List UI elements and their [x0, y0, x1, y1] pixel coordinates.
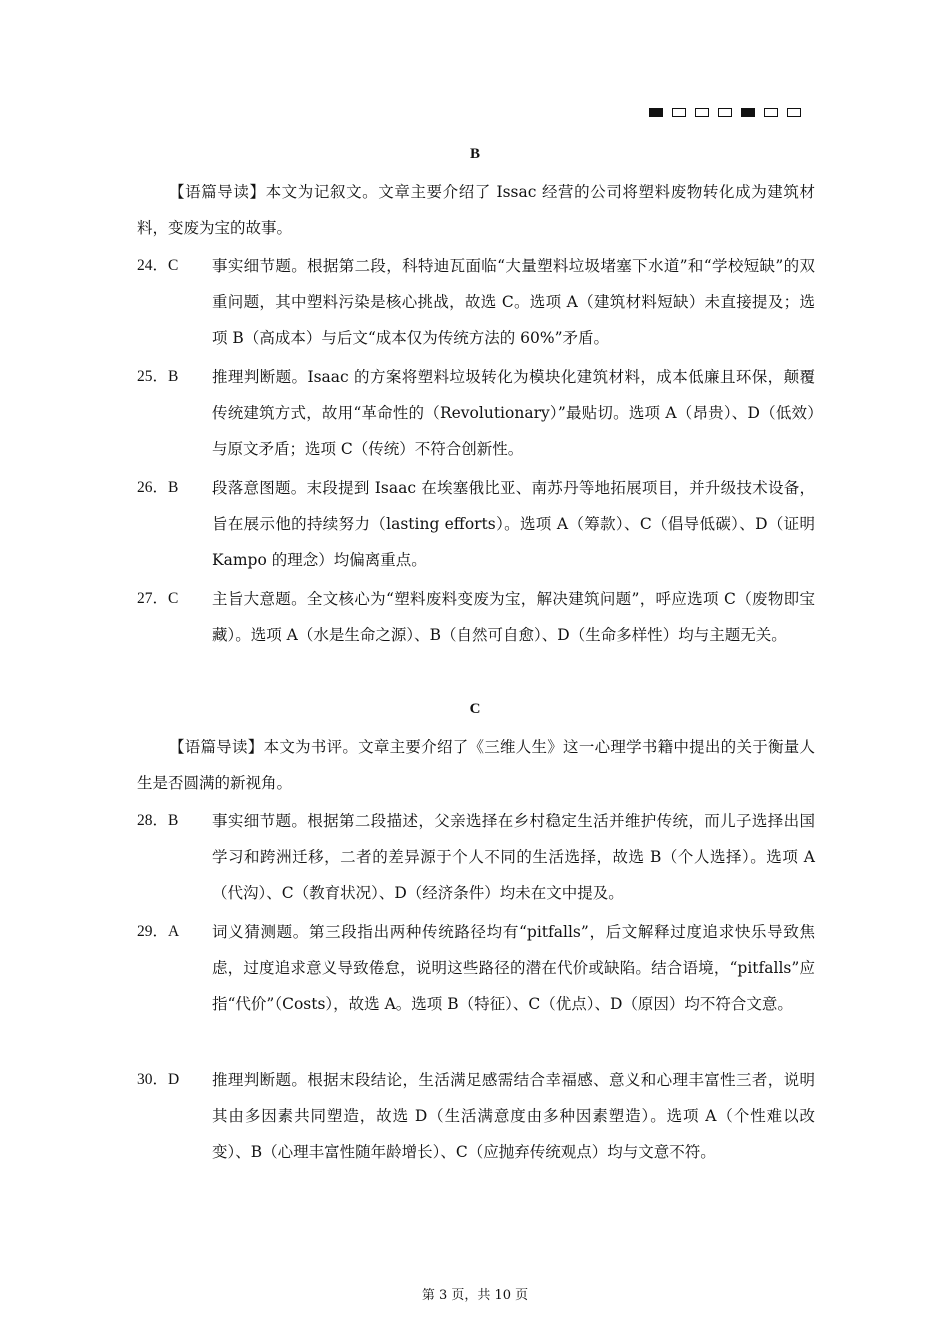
page-marker [718, 108, 732, 117]
page-marker [764, 108, 778, 117]
answer-explanation: 推理判断题。根据末段结论，生活满足感需结合幸福感、意义和心理丰富性三者，说明其由多因素共同塑造，故选 D（生活满意度由多种因素塑造）。选项 A（个性难以改变）、B（心理丰富性随年龄增长）、C（应抛弃传统观点）均与文意不符。 [212, 1071, 815, 1161]
answer-explanation: 词义猜测题。第三段指出两种传统路径均有“pitfalls”，后文解释过度追求快乐导致焦虑，过度追求意义导致倦怠，说明这些路径的潜在代价或缺陷。结合语境，“pitfalls”应指“代价”（Costs），故选 A。选项 B（特征）、C（优点）、D（原因）均不符合文意。 [212, 923, 815, 1013]
section-heading-c: C [469, 701, 481, 717]
answer-item-30 [137, 1062, 815, 1170]
answer-number: 28．B [137, 812, 179, 829]
page-marker [741, 108, 755, 117]
answer-explanation: 事实细节题。根据第二段描述，父亲选择在乡村稳定生活并维护传统，而儿子选择出国学习和跨洲迁移，二者的差异源于个人不同的生活选择，故选 B（个人选择）。选项 A（代沟）、C（教育状况）、D（经济条件）均未在文中提及。 [212, 812, 815, 902]
section-b-intro: 【语篇导读】本文为记叙文。文章主要介绍了 Issac 经营的公司将塑料废物转化成为建筑材料，变废为宝的故事。 [137, 183, 815, 237]
answer-item-26 [137, 470, 815, 578]
page-marker [695, 108, 709, 117]
page-marker [672, 108, 686, 117]
page-marker-strip [649, 108, 801, 117]
answer-explanation: 推理判断题。Isaac 的方案将塑料垃圾转化为模块化建筑材料，成本低廉且环保，颠覆传统建筑方式，故用“革命性的（Revolutionary）”最贴切。选项 A（昂贵）、D（低效）与原文矛盾；选项 C（传统）不符合创新性。 [212, 368, 815, 458]
answer-number: 26．B [137, 479, 179, 496]
section-c-intro: 【语篇导读】本文为书评。文章主要介绍了《三维人生》这一心理学书籍中提出的关于衡量人生是否圆满的新视角。 [137, 738, 815, 792]
answer-item-25 [137, 359, 815, 467]
page-marker [787, 108, 801, 117]
page-footer: 第 3 页，共 10 页 [421, 1288, 529, 1303]
answer-explanation: 段落意图题。末段提到 Isaac 在埃塞俄比亚、南苏丹等地拓展项目，并升级技术设备，旨在展示他的持续努力（lasting efforts）。选项 A（筹款）、C（倡导低碳）、D（证明 Kampo 的理念）均偏离重点。 [212, 479, 815, 569]
section-heading-b: B [469, 146, 480, 162]
page-marker [649, 108, 663, 117]
answer-item-29 [137, 914, 815, 1022]
answer-number: 27．C [137, 590, 179, 607]
answer-number: 24．C [137, 257, 179, 274]
answer-explanation: 事实细节题。根据第二段，科特迪瓦面临“大量塑料垃圾堵塞下水道”和“学校短缺”的双重问题，其中塑料污染是核心挑战，故选 C。选项 A（建筑材料短缺）未直接提及；选项 B（高成本）与后文“成本仅为传统方法的 60%”矛盾。 [212, 257, 815, 347]
answer-item-28 [137, 803, 815, 911]
answer-number: 25．B [137, 368, 179, 385]
answer-item-24 [137, 248, 815, 356]
answer-number: 29．A [137, 923, 180, 940]
answer-number: 30．D [137, 1071, 180, 1088]
answer-item-27 [137, 581, 815, 653]
answer-explanation: 主旨大意题。全文核心为“塑料废料变废为宝，解决建筑问题”，呼应选项 C（废物即宝藏）。选项 A（水是生命之源）、B（自然可自愈）、D（生命多样性）均与主题无关。 [212, 590, 815, 644]
